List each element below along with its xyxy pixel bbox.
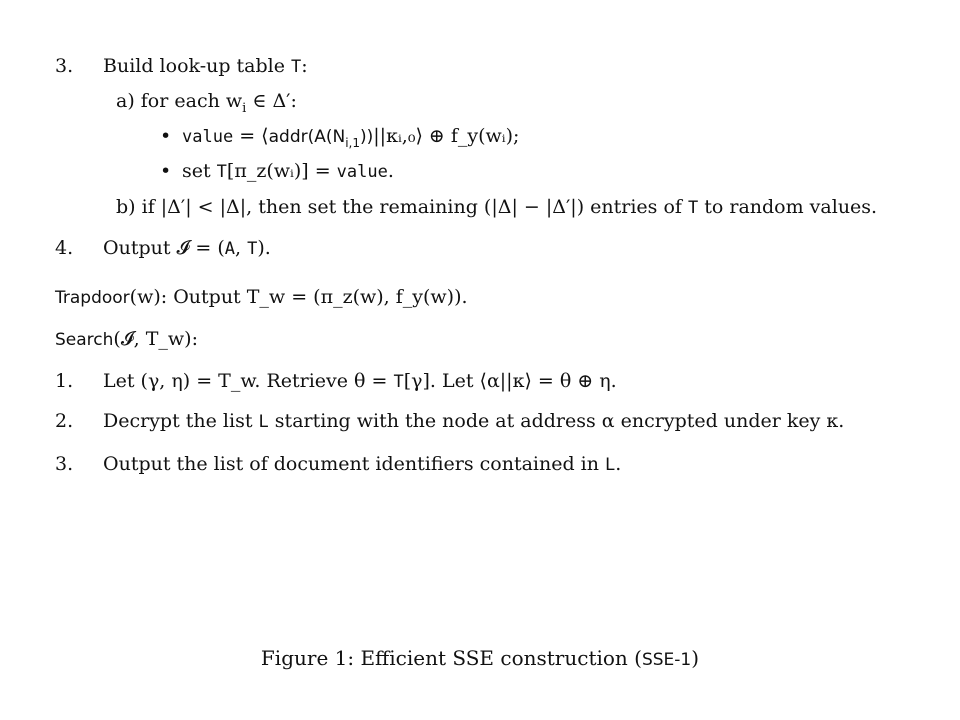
value-keyword: value xyxy=(336,162,388,182)
caption-scheme-name: SSE-1 xyxy=(641,650,692,670)
addr-call: addr(A(N xyxy=(268,127,346,147)
step-text-suffix: starting with the node at address α encrypted under key κ. xyxy=(268,410,845,432)
trapdoor-args: (w) xyxy=(129,286,161,308)
step-number: 1. xyxy=(55,370,74,392)
substep-a-rest: ∈ Δ′: xyxy=(246,90,297,112)
search-definition-header xyxy=(55,327,198,352)
step-text xyxy=(103,409,844,434)
step-number: 2. xyxy=(55,410,74,432)
list-symbol: L xyxy=(258,412,269,432)
step-text-prefix: Decrypt the list xyxy=(103,410,259,432)
table-symbol: T xyxy=(687,198,699,218)
step-text-prefix: Let (γ, η) = T_w. Retrieve θ = xyxy=(103,370,394,392)
step-text xyxy=(103,236,271,261)
value-keyword: value xyxy=(182,127,234,147)
table-symbol: T xyxy=(216,162,227,182)
table-symbol: T xyxy=(393,372,404,392)
substep-a-subscript: i xyxy=(242,100,247,116)
step-number: 3. xyxy=(55,453,74,475)
step-text xyxy=(103,452,621,477)
step-text-suffix: [γ]. Let ⟨α||κ⟩ = θ ⊕ η. xyxy=(403,370,617,392)
trapdoor-definition xyxy=(55,285,468,310)
index-expression: [π_z(wᵢ)] = xyxy=(226,160,337,182)
step-text-suffix: : xyxy=(301,55,308,77)
substep-b-suffix: to random values. xyxy=(698,196,878,218)
search-name: Search xyxy=(55,330,114,350)
caption-text: Figure 1: Efficient SSE construction ( xyxy=(260,646,642,670)
output-prefix: Output 𝓘 = ( xyxy=(103,237,225,259)
bullet-set-table xyxy=(160,159,394,184)
bullet-icon: • xyxy=(160,125,172,147)
bullet-icon: • xyxy=(160,160,172,182)
value-expression-rest: ||κᵢ,₀⟩ ⊕ f_y(wᵢ); xyxy=(373,125,520,147)
trapdoor-text: : Output T_w = (π_z(w), f_y(w)). xyxy=(160,286,468,308)
output-suffix: ). xyxy=(257,237,271,259)
step-text xyxy=(103,54,308,79)
set-suffix: . xyxy=(387,160,394,182)
n-subscript: i,1 xyxy=(345,135,361,150)
substep-a xyxy=(116,89,297,121)
substep-b xyxy=(116,195,877,220)
a-symbol: A xyxy=(224,239,236,259)
table-symbol: T xyxy=(291,57,302,77)
trapdoor-name: Trapdoor xyxy=(55,288,130,308)
close-call: )) xyxy=(360,127,374,147)
caption-close: ) xyxy=(691,646,700,670)
search-args: (𝓘, T_w): xyxy=(113,328,198,350)
separator: , xyxy=(235,237,248,259)
list-symbol: L xyxy=(605,455,616,475)
step-text-suffix: . xyxy=(615,453,622,475)
substep-b-prefix: b) if |Δ′| < |Δ|, then set the remaining (|Δ| − |Δ′|) entries of xyxy=(116,196,688,218)
step-number: 3. xyxy=(55,55,74,77)
substep-a-label: a) for each w xyxy=(116,90,243,112)
step-text xyxy=(103,369,617,394)
step-text-prefix: Output the list of document identifiers contained in xyxy=(103,453,606,475)
set-prefix: set xyxy=(182,160,217,182)
step-text-prefix: Build look-up table xyxy=(103,55,292,77)
step-number: 4. xyxy=(55,237,74,259)
figure-caption xyxy=(0,646,960,670)
table-symbol: T xyxy=(247,239,258,259)
eq-prefix: = ⟨ xyxy=(233,125,269,147)
bullet-value-assign xyxy=(160,124,519,155)
